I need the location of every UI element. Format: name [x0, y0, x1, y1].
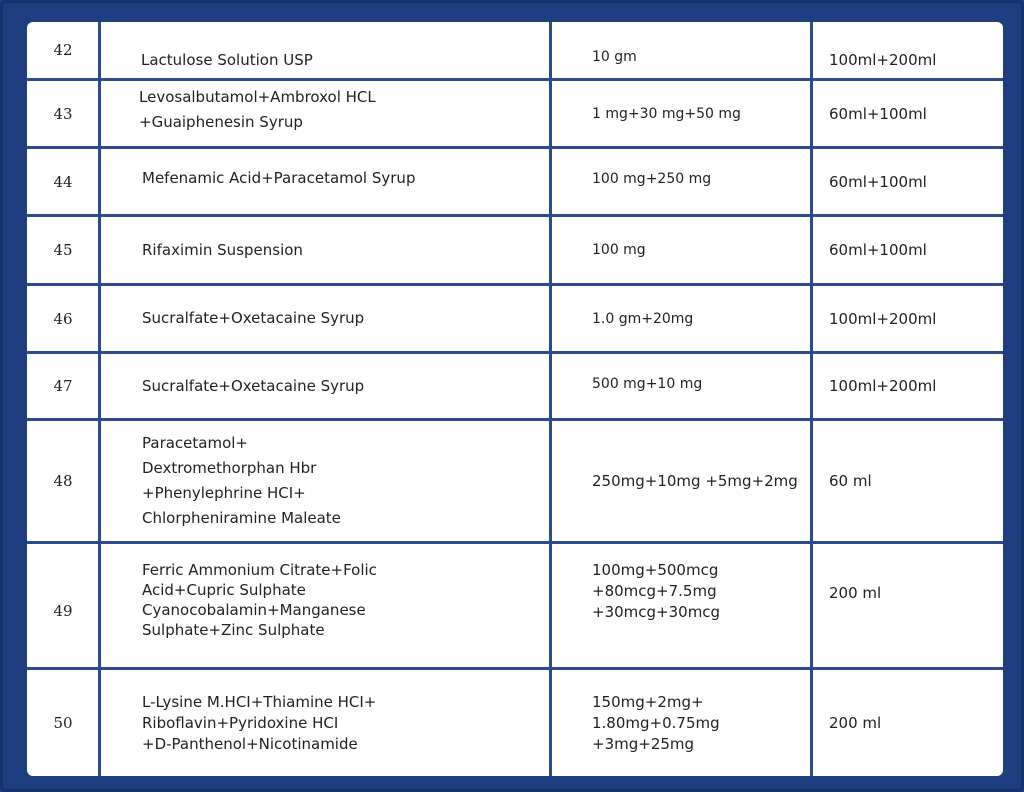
serial-number: 44: [53, 172, 73, 191]
product-name: Mefenamic Acid+Paracetamol Syrup: [142, 169, 416, 187]
pack-size: 60 ml: [829, 472, 872, 490]
pack-size: 200 ml: [829, 714, 882, 732]
product-name: Lactulose Solution USP: [141, 50, 313, 69]
product-name: Sucralfate+Oxetacaine Syrup: [142, 376, 365, 395]
serial-number: 50: [53, 714, 73, 732]
pack-size: 200 ml: [829, 584, 882, 602]
product-strength: 100mg+500mcg +80mcg+7.5mg +30mcg+30mcg: [592, 561, 721, 621]
product-name: Ferric Ammonium Citrate+Folic Acid+Cupric Sulphate Cyanocobalamin+Manganese Sulphate+Zinc Sulphate: [142, 561, 377, 639]
serial-number: 49: [53, 601, 73, 620]
serial-number: 45: [53, 241, 73, 259]
product-name: L-Lysine M.HCI+Thiamine HCI+ Riboflavin+Pyridoxine HCI +D-Panthenol+Nicotinamide: [142, 692, 377, 753]
product-strength: 100 mg: [592, 242, 646, 258]
product-name: Levosalbutamol+Ambroxol HCL +Guaiphenesin Syrup: [139, 87, 376, 131]
product-strength: 500 mg+10 mg: [592, 376, 703, 392]
pack-size: 60ml+100ml: [829, 241, 927, 259]
product-strength: 10 gm: [592, 49, 637, 65]
product-name: Rifaximin Suspension: [142, 240, 303, 259]
serial-number: 42: [53, 41, 73, 59]
serial-number: 48: [53, 472, 73, 490]
product-strength: 150mg+2mg+ 1.80mg+0.75mg +3mg+25mg: [592, 692, 720, 753]
product-table: [27, 22, 1003, 776]
pack-size: 60ml+100ml: [829, 104, 927, 123]
product-name: Paracetamol+ Dextromethorphan Hbr +Phenylephrine HCI+ Chlorpheniramine Maleate: [142, 434, 341, 527]
pack-size: 100ml+200ml: [829, 309, 937, 328]
table-row: [27, 544, 1003, 667]
table-row: [27, 670, 1003, 776]
table-row: [27, 354, 1003, 418]
table-row: [27, 149, 1003, 214]
product-strength: 100 mg+250 mg: [592, 170, 712, 187]
pack-size: 100ml+200ml: [829, 51, 937, 69]
table-row: [27, 286, 1003, 351]
pack-size: 60ml+100ml: [829, 172, 927, 191]
serial-number: 47: [53, 377, 73, 395]
table-row: [27, 217, 1003, 283]
product-strength: 1.0 gm+20mg: [592, 310, 694, 327]
pack-size: 100ml+200ml: [829, 377, 937, 395]
product-strength: 1 mg+30 mg+50 mg: [592, 105, 741, 122]
table-row: [27, 81, 1003, 146]
serial-number: 43: [53, 104, 73, 123]
table-row: [27, 421, 1003, 541]
serial-number: 46: [53, 309, 73, 328]
table-row: [27, 22, 1003, 78]
product-name: Sucralfate+Oxetacaine Syrup: [142, 309, 365, 327]
product-strength: 250mg+10mg +5mg+2mg: [592, 472, 798, 490]
